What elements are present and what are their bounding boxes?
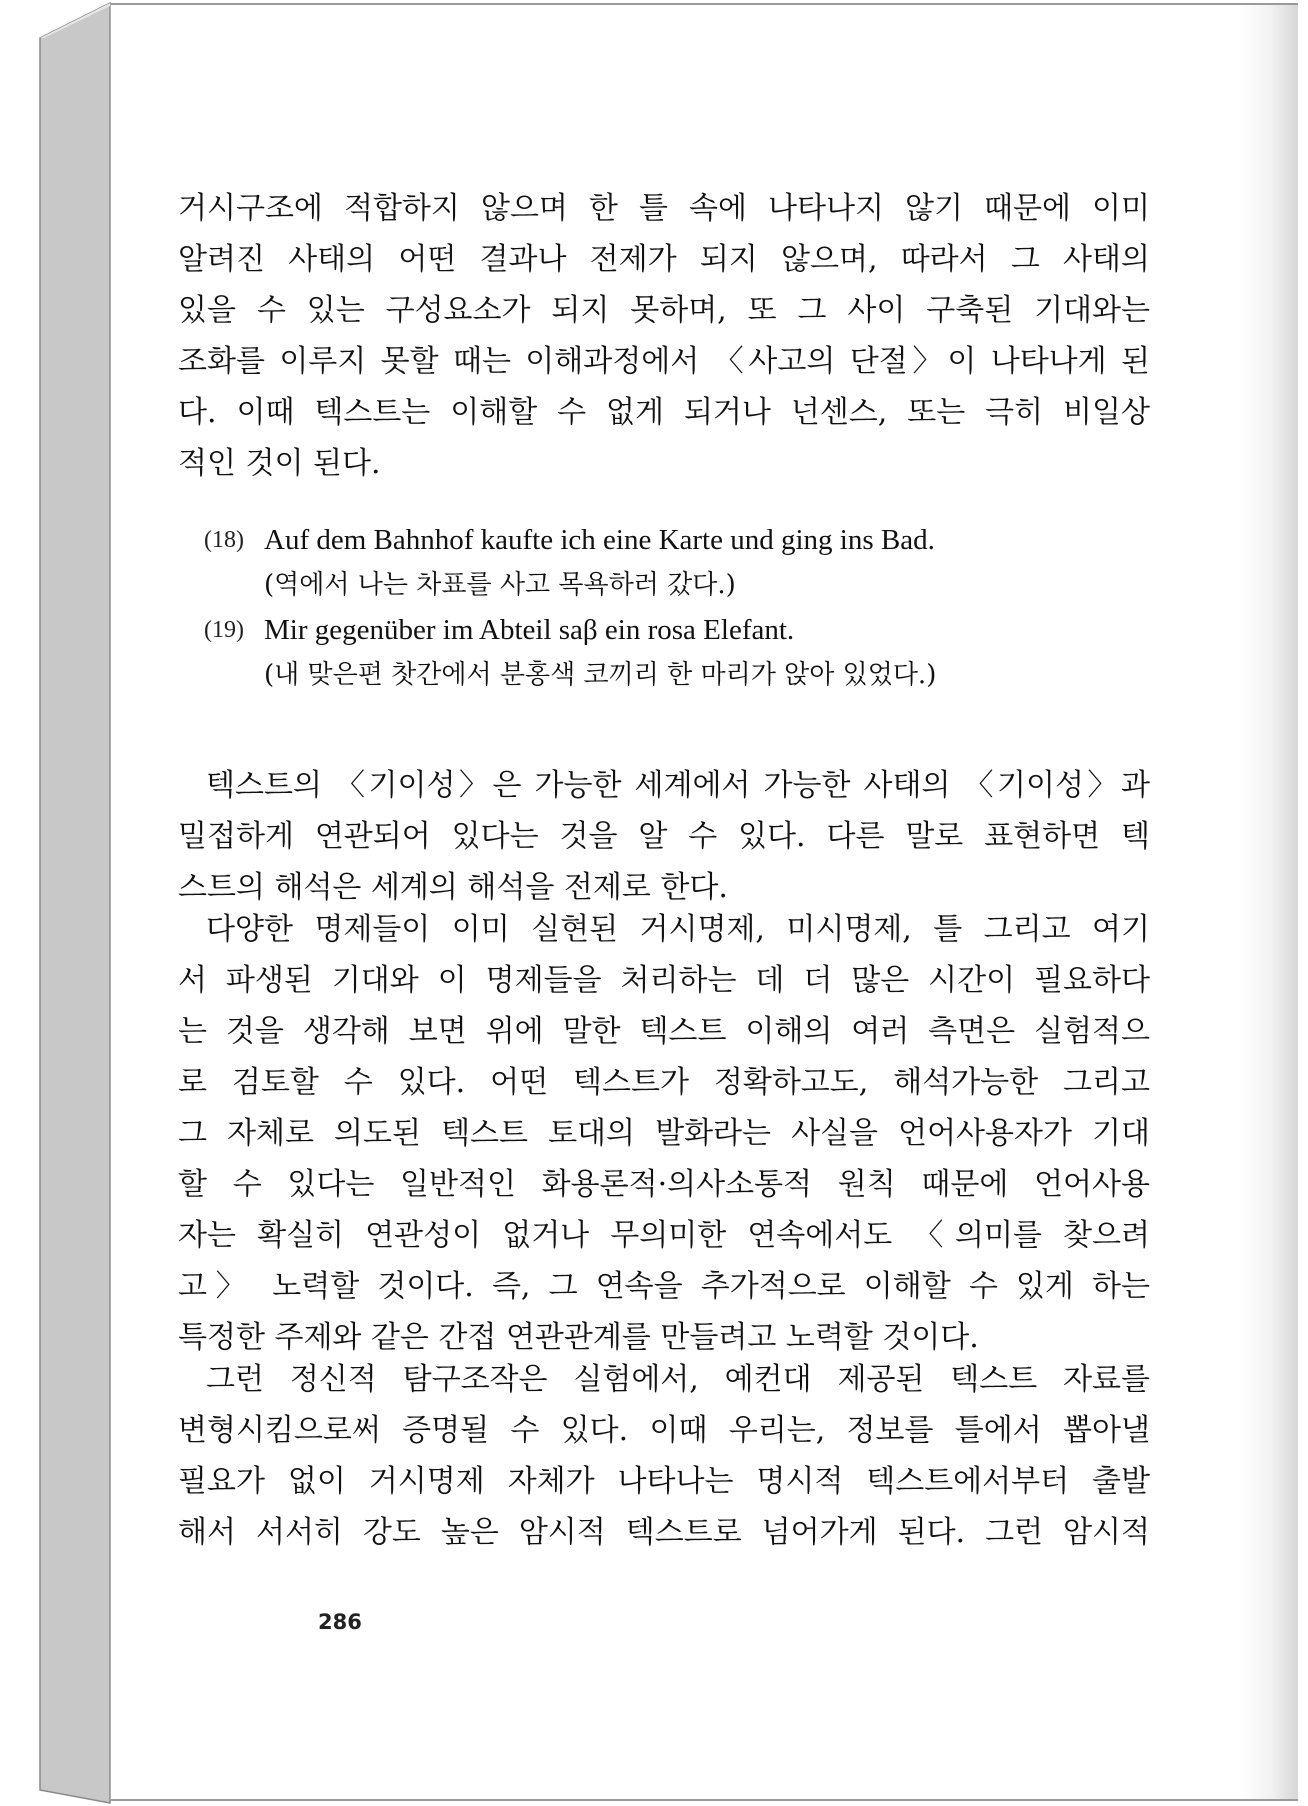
text-line: 그 자체로 의도된 텍스트 토대의 발화라는 사실을 언어사용자가 기대 — [178, 1116, 1150, 1151]
text-line: 로 검토할 수 있다. 어떤 텍스트가 정확하고도, 해석가능한 그리고 — [178, 1065, 1150, 1100]
text-line: 할 수 있다는 일반적인 화용론적·의사소통적 원칙 때문에 언어사용 — [178, 1167, 1150, 1202]
example-german: Mir gegenüber im Abteil saβ ein rosa Elefant. — [264, 614, 795, 646]
example-korean: (내 맞은편 찻간에서 분홍색 코끼리 한 마리가 앉아 있었다.) — [264, 660, 937, 690]
paragraph-1 — [178, 183, 1150, 489]
text-line: 다. 이때 텍스트는 이해할 수 없게 되거나 넌센스, 또는 극히 비일상 — [178, 395, 1150, 430]
example-korean: (역에서 나는 차표를 사고 목욕하러 갔다.) — [264, 570, 736, 600]
text-line: 거시구조에 적합하지 않으며 한 틀 속에 나타나지 않기 때문에 이미 — [178, 191, 1150, 226]
text-line: 는 것을 생각해 보면 위에 말한 텍스트 이해의 여러 측면은 실험적으 — [178, 1014, 1150, 1049]
example-19 — [204, 608, 1104, 653]
text-line: 필요가 없이 거시명제 자체가 나타나는 명시적 텍스트에서부터 출발 — [178, 1464, 1150, 1499]
text-line: 밀접하게 연관되어 있다는 것을 알 수 있다. 다른 말로 표현하면 텍 — [178, 819, 1150, 854]
text-line: 변형시킴으로써 증명될 수 있다. 이때 우리는, 정보를 틀에서 뽑아낼 — [178, 1413, 1150, 1448]
text-line: 텍스트의 〈기이성〉은 가능한 세계에서 가능한 사태의 〈기이성〉과 — [206, 768, 1150, 803]
example-number: (19) — [204, 617, 244, 643]
text-line: 알려진 사태의 어떤 결과나 전제가 되지 않으며, 따라서 그 사태의 — [178, 242, 1150, 277]
paragraph-2 — [178, 760, 1150, 913]
text-line: 적인 것이 된다. — [178, 446, 381, 481]
paragraph-3 — [178, 904, 1150, 1363]
text-line: 자는 확실히 연관성이 없거나 무의미한 연속에서도 〈의미를 찾으려 — [178, 1218, 1150, 1253]
example-german: Auf dem Bahnhof kaufte ich eine Karte und ging ins Bad. — [264, 524, 935, 556]
text-line: 해서 서서히 강도 높은 암시적 텍스트로 넘어가게 된다. 그런 암시적 — [178, 1515, 1150, 1550]
paragraph-4 — [178, 1354, 1150, 1558]
page-number: 286 — [318, 1610, 362, 1634]
page-edge-shadow — [1238, 5, 1298, 1799]
text-line: 스트의 해석은 세계의 해석을 전제로 한다. — [178, 870, 728, 905]
text-line: 특정한 주제와 같은 간접 연관관계를 만들려고 노력할 것이다. — [178, 1320, 979, 1355]
example-list — [204, 518, 1104, 698]
text-line: 고〉 노력할 것이다. 즉, 그 연속을 추가적으로 이해할 수 있게 하는 — [178, 1269, 1150, 1304]
example-18 — [204, 518, 1104, 563]
text-line: 서 파생된 기대와 이 명제들을 처리하는 데 더 많은 시간이 필요하다 — [178, 963, 1150, 998]
text-line: 그런 정신적 탐구조작은 실험에서, 예컨대 제공된 텍스트 자료를 — [206, 1362, 1150, 1397]
text-line: 조화를 이루지 못할 때는 이해과정에서 〈사고의 단절〉이 나타나게 된 — [178, 344, 1150, 379]
example-number: (18) — [204, 527, 244, 553]
text-line: 다양한 명제들이 이미 실현된 거시명제, 미시명제, 틀 그리고 여기 — [206, 912, 1150, 947]
text-line: 있을 수 있는 구성요소가 되지 못하며, 또 그 사이 구축된 기대와는 — [178, 293, 1150, 328]
